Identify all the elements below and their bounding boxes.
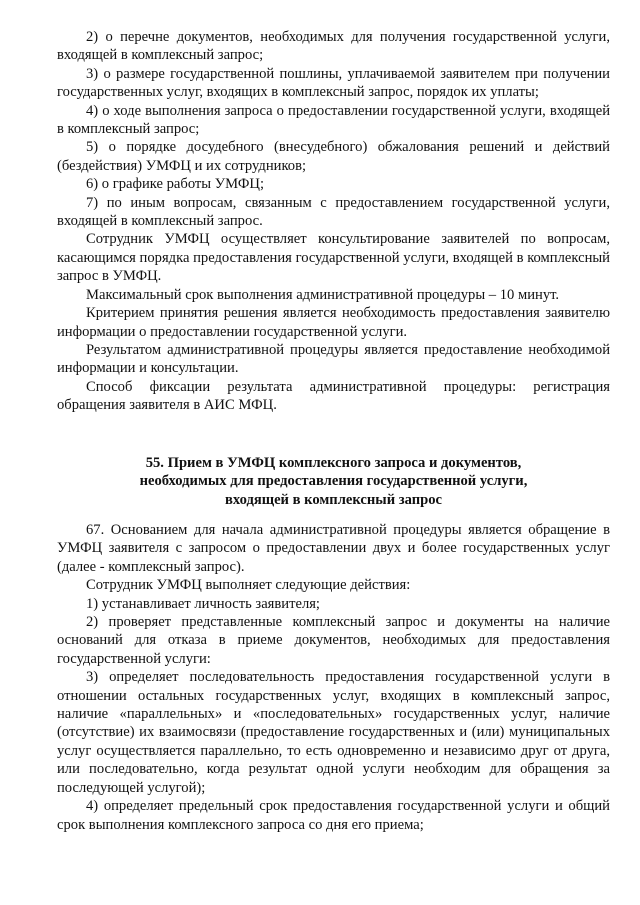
paragraph: 2) о перечне документов, необходимых для получения государственной услуги, входящей в комплексный запрос; xyxy=(57,29,610,64)
paragraph: 67. Основанием для начала административной процедуры является обращение в УМФЦ заявителя с запросом о предоставлении двух и более государственных услуг (далее - комплексный запрос). xyxy=(57,522,610,575)
bottom-text-block xyxy=(57,521,610,834)
paragraph: 4) определяет предельный срок предоставления государственной услуги и общий срок выполнения комплексного запроса со дня его приема; xyxy=(57,798,610,833)
paragraph: 5) о порядке досудебного (внесудебного) обжалования решений и действий (бездействия) УМФЦ и их сотрудников; xyxy=(57,139,610,174)
section-heading-line: 55. Прием в УМФЦ комплексного запроса и документов, xyxy=(145,455,522,471)
paragraph: 3) определяет последовательность предоставления государственной услуги в отношении остальных государственных услуг, входящих в комплексный запрос, наличие «параллельных» и «последовательных» государственных услуг, наличие (отсутствие) их взаимосвязи (предоставление государственных и (или) муниципальных услуг осуществляется параллельно, то есть одновременно и независимо друг от друга, или последовательно, когда результат одной услуги необходим для обращения за последующей услугой); xyxy=(57,669,610,796)
paragraph: 3) о размере государственной пошлины, уплачиваемой заявителем при получении государственных услуг, входящих в комплексный запрос, порядок их уплаты; xyxy=(57,65,610,101)
paragraph: Способ фиксации результата административной процедуры: регистрация обращения заявителя в АИС МФЦ. xyxy=(57,378,610,414)
paragraph: 4) о ходе выполнения запроса о предоставлении государственной услуги, входящей в комплексный запрос; xyxy=(57,102,610,138)
section-heading-line: необходимых для предоставления государственной услуги, xyxy=(139,473,528,490)
paragraph: 2) проверяет представленные комплексный запрос и документы на наличие оснований для отказа в приеме документов, необходимых для предоставления государственной услуги: xyxy=(57,614,610,667)
top-text-block xyxy=(57,28,610,415)
paragraph: Сотрудник УМФЦ осуществляет консультирование заявителей по вопросам, касающимся порядка предоставления государственной услуги, входящей в комплексный запрос в УМФЦ. xyxy=(57,231,610,285)
paragraph: Критерием принятия решения является необходимость предоставления заявителю информации о предоставлении государственной услуги. xyxy=(57,305,610,340)
paragraph: Максимальный срок выполнения административной процедуры – 10 минут. xyxy=(86,286,560,303)
paragraph: 7) по иным вопросам, связанным с предоставлением государственной услуги, входящей в комплексный запрос. xyxy=(57,194,610,230)
paragraph: 1) устанавливает личность заявителя; xyxy=(86,595,320,612)
section-heading xyxy=(57,454,610,509)
paragraph: Результатом административной процедуры является предоставление необходимой информации и консультации. xyxy=(57,341,610,377)
section-heading-line: входящей в комплексный запрос xyxy=(224,491,443,508)
paragraph: 6) о графике работы УМФЦ; xyxy=(86,176,265,193)
paragraph: Сотрудник УМФЦ выполняет следующие действия: xyxy=(86,577,411,594)
